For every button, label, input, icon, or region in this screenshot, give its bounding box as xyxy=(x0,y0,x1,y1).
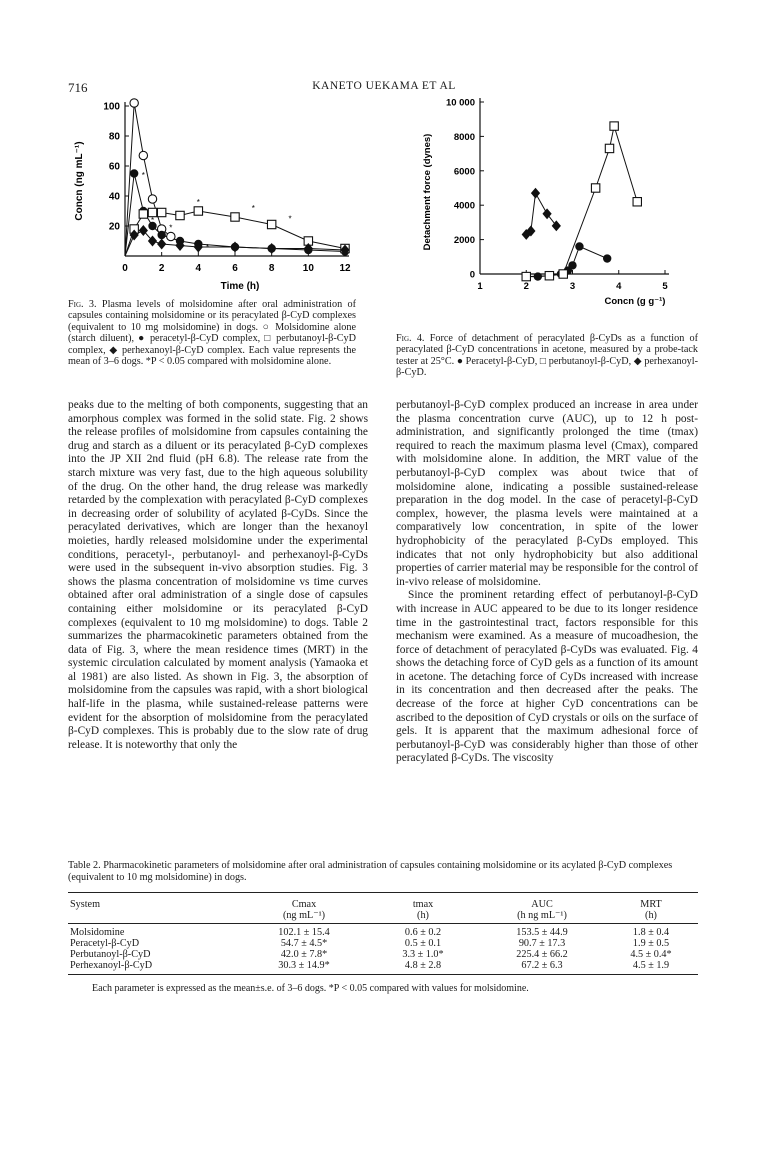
table2-header-auc: AUC xyxy=(480,893,604,911)
data-point-open-square xyxy=(194,207,202,215)
x-tick-label: 1 xyxy=(477,281,483,292)
data-point-filled-diamond xyxy=(230,242,239,253)
table-cell: 90.7 ± 17.3 xyxy=(518,938,566,949)
data-point-filled-diamond xyxy=(267,243,276,254)
data-point-filled-circle xyxy=(130,169,138,177)
table-cell: Molsidomine xyxy=(70,927,125,938)
body-right-paragraph-1: perbutanoyl-β-CyD complex produced an increase in area under the plasma concentration curve (AUC), up to 12 h post-administration, and significantly prolonged the time (tmax) required to reach the maximum plasma level (Cmax), compared with molsidomine alone. In addition, the MRT value of the perbutanoyl-β-CyD complex was about twice that of molsidomine alone, indicating a possible sustained-release preparation in the dog model. In the case of peracetyl-β-CyD complex, however, the plasma levels were maintained at a comparatively low concentration, in spite of the lower hydrophobicity of the peracylated β-CyDs employed. This indicates that not only hydrophobicity but also additional properties of carrier material may be responsible for the control of in-vivo release of molsidomine. xyxy=(396,399,698,588)
table-cell: 4.5 ± 0.4* xyxy=(630,949,672,960)
significance-marker: * xyxy=(251,204,255,213)
table-cell: 4.8 ± 2.8 xyxy=(366,960,480,975)
x-tick-label: 2 xyxy=(523,281,529,292)
table2-unit-system xyxy=(68,910,242,924)
data-point-open-square xyxy=(267,220,275,228)
significance-marker: * xyxy=(205,243,210,252)
figure4-caption-label: Fig. 4. xyxy=(396,333,425,344)
data-point-open-square xyxy=(610,122,618,130)
table2-header-system: System xyxy=(68,893,242,911)
table-cell: 54.7 ± 4.5* xyxy=(280,938,328,949)
data-point-open-square xyxy=(522,272,530,280)
table-cell: 42.0 ± 7.8* xyxy=(280,949,328,960)
body-right-paragraph-2: Since the prominent retarding effect of perbutanoyl-β-CyD with increase in AUC appeared to be due to its longer residence time in the gastrointestinal tract, factors responsible for this mechanism were examined. As a measure of mucoadhesion, the force of detachment of peracylated β-CyDs was evaluated. Fig. 4 shows the detaching force of CyD gels as a function of its amount in acetone. The detaching force of CyDs increased with increase in its concentration and then decreased after the peaks. The decrease of the force at higher CyD concentrations can be ascribed to the deposition of CyD crystals or oils on the surface of gels. It is apparent that the maximum adhesional force of perbutanoyl-β-CyD was considerably higher than those of other peracylated β-CyDs. The viscosity xyxy=(396,589,698,765)
data-point-open-circle xyxy=(167,232,175,240)
data-point-filled-diamond xyxy=(157,239,166,250)
figure4-xlabel: Concn (g g⁻¹) xyxy=(604,296,666,307)
table2-footnote: Each parameter is expressed as the mean±s.e. of 3–6 dogs. *P < 0.05 compared with values for molsidomine. xyxy=(92,983,529,994)
table-cell: 1.8 ± 0.4 xyxy=(632,927,670,938)
significance-marker: * xyxy=(169,223,173,233)
x-tick-label: 12 xyxy=(339,263,351,274)
y-tick-label: 60 xyxy=(108,161,120,173)
data-point-filled-circle xyxy=(157,231,165,239)
y-tick-label: 6000 xyxy=(453,166,475,178)
table-cell: Peracetyl-β-CyD xyxy=(70,938,140,949)
x-tick-label: 0 xyxy=(122,263,128,274)
table-cell: Perhexanoyl-β-CyD xyxy=(68,960,242,975)
data-point-filled-circle xyxy=(568,261,576,269)
running-title: KANETO UEKAMA ET AL xyxy=(312,80,456,92)
y-tick-label: 100 xyxy=(103,101,120,113)
data-point-open-square xyxy=(231,213,239,221)
x-tick-label: 10 xyxy=(302,263,314,274)
data-point-filled-circle xyxy=(603,254,611,262)
table2-caption: Table 2. Pharmacokinetic parameters of molsidomine after oral administration of capsules containing molsidomine or its acylated β-CyD complexes (equivalent to 10 mg molsidomine) in dogs. xyxy=(68,860,673,883)
table-cell: 153.5 ± 44.9 xyxy=(516,927,568,938)
data-point-open-square xyxy=(157,208,165,216)
data-point-open-square xyxy=(139,210,147,218)
y-tick-label: 40 xyxy=(108,191,120,203)
figure4-chart xyxy=(420,92,690,307)
figure3-caption-label: Fig. 3. xyxy=(68,299,97,310)
y-tick-label: 8000 xyxy=(453,131,475,143)
figure3-caption-text: Plasma levels of molsidomine after oral administration of capsules containing molsidomine or its peracylated β-CyD complexes (equivalent to 10 mg molsidomine) in dogs. ○ Molsidomine alone (starch diluent), ● peracetyl-β-CyD complex, □ perbutanoyl-β-CyD complex, ◆ perhexanoyl-β-CyD complex. Each value represents the mean of 3–6 dogs. *P < 0.05 compared with molsidomine alone. xyxy=(68,299,356,368)
series-line-2 xyxy=(526,126,637,277)
table-cell: Perbutanoyl-β-CyD xyxy=(70,949,151,960)
data-point-open-circle xyxy=(139,151,147,159)
body-left-column xyxy=(68,399,368,752)
table-cell: 67.2 ± 6.3 xyxy=(480,960,604,975)
figure3-caption xyxy=(68,299,356,367)
table2 xyxy=(68,892,698,975)
table-row xyxy=(68,960,698,975)
y-tick-label: 0 xyxy=(469,269,475,281)
data-point-open-circle xyxy=(130,99,138,107)
x-tick-label: 8 xyxy=(268,263,275,274)
table-cell: 225.4 ± 66.2 xyxy=(516,949,568,960)
table-cell: 1.9 ± 0.5 xyxy=(632,938,670,949)
figure4-caption-text: Force of detachment of peracylated β-CyDs as a function of peracylated β-CyD concentrations in acetone, measured by a probe-tack tester at 25°C. ● Peracetyl-β-CyD, □ perbutanoyl-β-CyD, ◆ perhexanoyl-β-CyD. xyxy=(396,333,699,379)
table2-unit-tmax: (h) xyxy=(366,910,480,924)
x-tick-label: 6 xyxy=(232,263,238,274)
data-point-open-square xyxy=(545,272,553,280)
data-point-filled-circle xyxy=(575,242,583,250)
table2-unit-cmax: (ng mL⁻¹) xyxy=(242,910,366,924)
table2-unit-auc: (h ng mL⁻¹) xyxy=(480,910,604,924)
y-tick-label: 80 xyxy=(108,131,120,143)
y-tick-label: 20 xyxy=(108,221,120,233)
table2-header-cmax: Cmax xyxy=(242,893,366,911)
data-point-open-square xyxy=(176,211,184,219)
table-cell: 30.3 ± 14.9* xyxy=(242,960,366,975)
table-cell: 3.3 ± 1.0* xyxy=(402,949,444,960)
table2-unit-mrt: (h) xyxy=(604,910,698,924)
body-right-column xyxy=(396,399,698,766)
data-point-open-circle xyxy=(148,195,156,203)
x-tick-label: 4 xyxy=(616,281,622,292)
table2-header-mrt: MRT xyxy=(604,893,698,911)
table-cell: 0.6 ± 0.2 xyxy=(404,927,442,938)
x-tick-label: 5 xyxy=(662,281,668,292)
figure4-ylabel: Detachment force (dynes) xyxy=(422,133,433,251)
table-row xyxy=(68,938,698,949)
data-point-open-square xyxy=(591,184,599,192)
data-point-open-square xyxy=(633,198,641,206)
table-row xyxy=(68,924,698,939)
body-left-paragraph: peaks due to the melting of both components, suggesting that an amorphous complex was formed in the solid state. Fig. 2 shows the release profiles of molsidomine from capsules containing the drug and starch as a diluent or its peracylated β-CyD complexes into the JP XII 2nd fluid (pH 6.8). The release rate from the starch mixture was very fast, due to the high aqueous solubility of the drug. On the other hand, the drug release was markedly retarded by the complexation with peracylated β-CyD complexes in decreasing order of solubility of acylated β-CyDs. Since the peracylated derivatives, which are longer than the hexanoyl moieties, hardly released molsidomine under the experimental conditions, peracetyl-, perbutanoyl- and perhexanoyl-β-CyDs were used in the subsequent in-vivo absorption studies. Fig. 3 shows the plasma concentration of molsidomine vs time curves obtained after oral administration of a single dose of capsules containing either molsidomine or its peracylated β-CyD complexes (equivalent to 10 mg molsidomine) to dogs. Table 2 summarizes the pharmacokinetic parameters obtained from the data of Fig. 3, where the mean residence times (MRT) in the systemic circulation calculated by moment analysis (Yamaoka et al 1981) are also listed. As shown in Fig. 3, the absorption of molsidomine from the capsules was rapid, with a short biological half-life in the plasma, while sustained-release patterns were evident for the absorption of molsidomine from the peracylated β-CyD complexes. This is probably due to the slow rate of drug release. It is noteworthy that only the xyxy=(68,399,368,751)
significance-marker: * xyxy=(196,198,200,207)
x-tick-label: 3 xyxy=(569,281,576,292)
page-number: 716 xyxy=(68,80,88,95)
figure3-chart xyxy=(70,96,370,291)
data-point-filled-circle xyxy=(534,272,542,280)
figure4-caption xyxy=(396,333,698,379)
significance-marker: * xyxy=(141,171,145,180)
figure3-ylabel: Concn (ng mL⁻¹) xyxy=(74,141,85,221)
x-tick-label: 4 xyxy=(195,263,202,274)
data-point-open-square xyxy=(605,144,613,152)
significance-marker: * xyxy=(150,216,155,225)
data-point-open-square xyxy=(559,270,567,278)
y-tick-label: 4000 xyxy=(453,200,475,212)
table-cell: 102.1 ± 15.4 xyxy=(278,927,330,938)
table2-header-tmax: tmax xyxy=(366,893,480,911)
figure3-xlabel: Time (h) xyxy=(220,281,260,291)
table-row xyxy=(68,949,698,960)
y-tick-label: 10 000 xyxy=(445,97,475,109)
significance-marker: * xyxy=(288,214,292,224)
table-cell: 0.5 ± 0.1 xyxy=(404,938,442,949)
table-cell: 4.5 ± 1.9 xyxy=(604,960,698,975)
y-tick-label: 2000 xyxy=(453,235,475,247)
x-tick-label: 2 xyxy=(158,263,165,274)
data-point-filled-diamond xyxy=(531,188,540,199)
